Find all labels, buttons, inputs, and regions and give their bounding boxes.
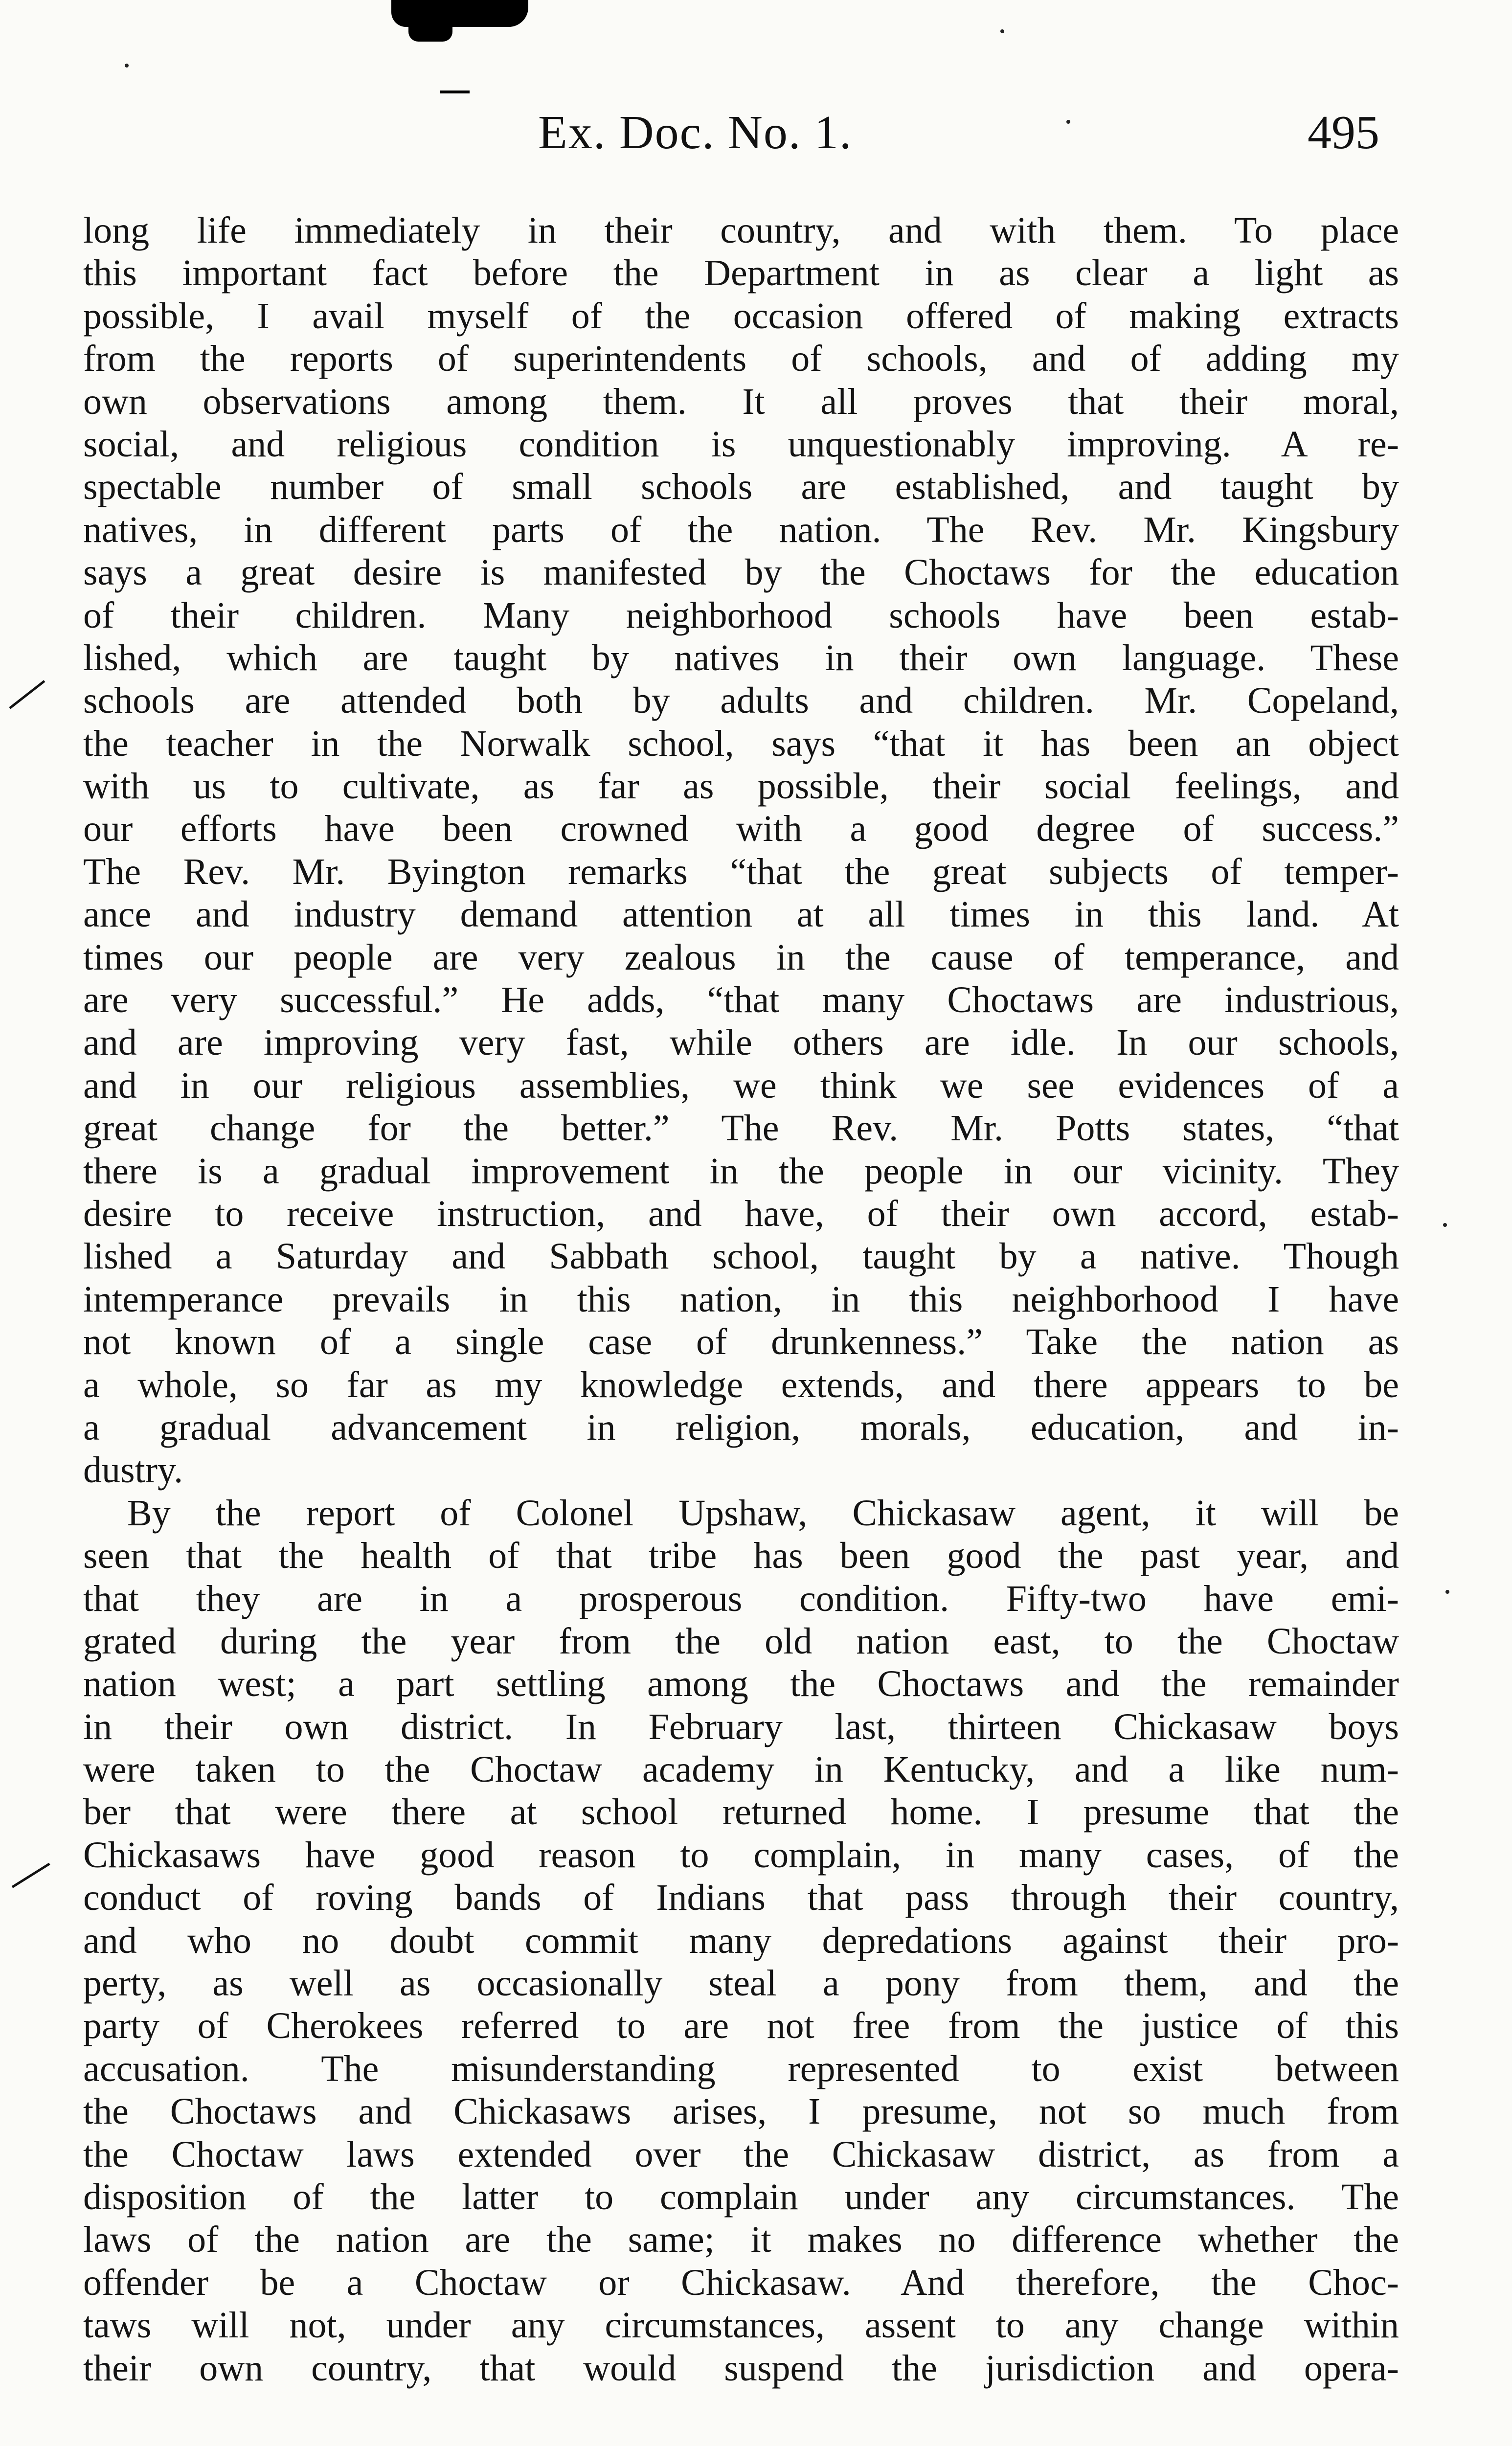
text-line: laws of the nation are the same; it makes no difference whether the [83,2219,1399,2261]
scan-speck [125,64,129,68]
text-line: possible, I avail myself of the occasion offered of making extracts [83,295,1399,337]
text-line: in their own district. In February last, thirteen Chickasaw boys [83,1706,1399,1747]
text-line: dustry. [83,1449,183,1491]
text-line: not known of a single case of drunkenness.” Take the nation as [83,1321,1399,1363]
text-line: party of Cherokees referred to are not free from the justice of this [83,2005,1399,2047]
text-line: that they are in a prosperous condition. Fifty-two have emi- [83,1578,1399,1619]
scan-speck [1000,29,1004,33]
text-line: are very successful.” He adds, “that many Choctaws are industrious, [83,979,1399,1021]
scan-speck [1443,1223,1447,1227]
text-line: from the reports of superintendents of schools, and of adding my [83,338,1399,380]
text-line: this important fact before the Department in as clear a light as [83,252,1399,294]
text-line: says a great desire is manifested by the Choctaws for the education [83,552,1399,593]
text-line: Chickasaws have good reason to complain, in many cases, of the [83,1834,1399,1876]
text-line: their own country, that would suspend the jurisdiction and opera- [83,2347,1399,2389]
text-line: lished a Saturday and Sabbath school, taught by a native. Though [83,1236,1399,1277]
text-line: offender be a Choctaw or Chickasaw. And therefore, the Choc- [83,2262,1399,2303]
scan-mark [440,91,470,93]
text-line: ber that were there at school returned home. I presume that the [83,1791,1399,1833]
text-line: were taken to the Choctaw academy in Kentucky, and a like num- [83,1749,1399,1790]
text-line: desire to receive instruction, and have, of their own accord, estab- [83,1193,1399,1234]
text-line: spectable number of small schools are established, and taught by [83,466,1399,508]
text-line: a whole, so far as my knowledge extends, and there appears to be [83,1364,1399,1405]
text-line: conduct of roving bands of Indians that pass through their country, [83,1877,1399,1919]
text-line: and who no doubt commit many depredations against their pro- [83,1920,1399,1961]
margin-mark [9,680,45,709]
text-line: The Rev. Mr. Byington remarks “that the great subjects of temper- [83,851,1399,892]
text-line: ance and industry demand attention at all times in this land. At [83,894,1399,935]
text-line: own observations among them. It all proves that their moral, [83,381,1399,422]
text-line: taws will not, under any circumstances, assent to any change within [83,2305,1399,2346]
page-number: 495 [1308,106,1379,159]
text-line: a gradual advancement in religion, morals, education, and in- [83,1406,1399,1448]
text-line: social, and religious condition is unquestionably improving. A re- [83,423,1399,465]
text-line: perty, as well as occasionally steal a pony from them, and the [83,1963,1399,2004]
scan-blot [408,20,452,42]
text-line: great change for the better.” The Rev. Mr. Potts states, “that [83,1108,1399,1149]
text-line: our efforts have been crowned with a good degree of success.” [83,808,1399,850]
page-header [83,105,1379,174]
text-line: the Choctaw laws extended over the Chickasaw district, as from a [83,2133,1399,2175]
text-line: seen that the health of that tribe has been good the past year, and [83,1535,1399,1577]
text-line: the Choctaws and Chickasaws arises, I presume, not so much from [83,2091,1399,2132]
text-line: and are improving very fast, while others are idle. In our schools, [83,1022,1399,1064]
margin-mark [12,1863,50,1888]
document-title: Ex. Doc. No. 1. [538,106,853,159]
text-line: and in our religious assemblies, we think we see evidences of a [83,1064,1399,1106]
text-line: schools are attended both by adults and children. Mr. Copeland, [83,680,1399,722]
text-line: nation west; a part settling among the Choctaws and the remainder [83,1663,1399,1705]
text-line: the teacher in the Norwalk school, says “that it has been an object [83,723,1399,764]
scan-speck [1445,1590,1449,1594]
text-line: intemperance prevails in this nation, in this neighborhood I have [83,1278,1399,1320]
text-line: natives, in different parts of the nation. The Rev. Mr. Kingsbury [83,509,1399,550]
text-line: lished, which are taught by natives in their own language. These [83,637,1399,679]
text-line: accusation. The misunderstanding represented to exist between [83,2048,1399,2089]
body-text [83,209,1399,2390]
text-line: with us to cultivate, as far as possible, their social feelings, and [83,766,1399,807]
text-line: disposition of the latter to complain under any circumstances. The [83,2176,1399,2218]
text-line: times our people are very zealous in the cause of temperance, and [83,936,1399,978]
text-line: of their children. Many neighborhood schools have been estab- [83,594,1399,636]
text-line: there is a gradual improvement in the people in our vicinity. They [83,1150,1399,1192]
text-line: By the report of Colonel Upshaw, Chickasaw agent, it will be [127,1492,1399,1534]
text-line: long life immediately in their country, and with them. To place [83,210,1399,251]
text-line: grated during the year from the old nation east, to the Choctaw [83,1620,1399,1662]
